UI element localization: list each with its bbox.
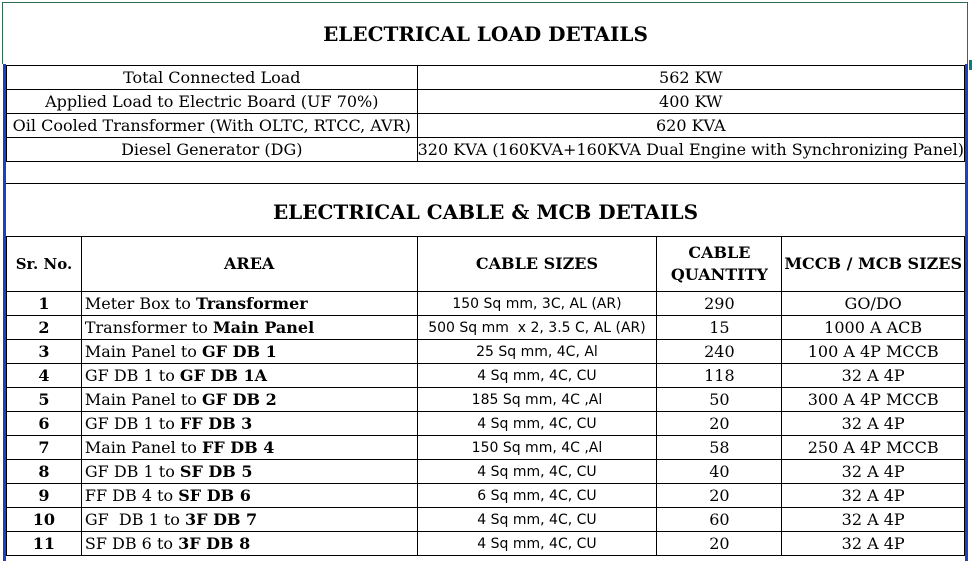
header-area: AREA <box>81 237 417 292</box>
cable-qty-cell: 118 <box>657 364 782 388</box>
load-row <box>7 90 965 114</box>
cable-qty-cell: 15 <box>657 316 782 340</box>
area-cell <box>81 316 417 340</box>
load-row <box>7 138 965 162</box>
area-to: Main Panel <box>212 317 315 337</box>
cable-qty-cell: 20 <box>657 412 782 436</box>
cable-size-cell: 4 Sq mm, 4C, CU <box>417 532 657 556</box>
sr-no-cell: 3 <box>7 340 82 364</box>
cable-details-table <box>6 236 965 556</box>
cable-qty-cell: 58 <box>657 436 782 460</box>
cable-qty-cell: 40 <box>657 460 782 484</box>
area-from: Main Panel to <box>84 437 202 457</box>
selection-border-right <box>965 64 968 561</box>
area-from: GF DB 1 to <box>84 509 185 529</box>
area-cell <box>81 412 417 436</box>
mccb-cell: 32 A 4P <box>782 412 965 436</box>
cable-row <box>7 508 965 532</box>
cable-size-cell: 150 Sq mm, 3C, AL (AR) <box>417 292 657 316</box>
cable-qty-cell: 290 <box>657 292 782 316</box>
cable-row <box>7 364 965 388</box>
area-cell <box>81 340 417 364</box>
area-to: SF DB 6 <box>178 485 251 505</box>
area-to: 3F DB 8 <box>178 533 251 553</box>
area-cell <box>81 532 417 556</box>
cable-size-cell: 4 Sq mm, 4C, CU <box>417 460 657 484</box>
area-from: GF DB 1 to <box>84 461 180 481</box>
sr-no-cell: 6 <box>7 412 82 436</box>
cable-qty-cell: 240 <box>657 340 782 364</box>
sr-no-cell: 7 <box>7 436 82 460</box>
load-label: Oil Cooled Transformer (With OLTC, RTCC, AVR) <box>7 114 418 138</box>
load-value: 620 KVA <box>417 114 964 138</box>
area-to: FF DB 4 <box>202 437 275 457</box>
cable-row <box>7 412 965 436</box>
cable-row <box>7 292 965 316</box>
area-cell <box>81 292 417 316</box>
sr-no-cell: 5 <box>7 388 82 412</box>
cable-row <box>7 484 965 508</box>
area-to: Transformer <box>196 293 308 313</box>
cable-size-cell: 150 Sq mm, 4C ,Al <box>417 436 657 460</box>
load-value: 400 KW <box>417 90 964 114</box>
sr-no-cell: 10 <box>7 508 82 532</box>
mccb-cell: 32 A 4P <box>782 364 965 388</box>
area-from: FF DB 4 to <box>84 485 179 505</box>
mccb-cell: 250 A 4P MCCB <box>782 436 965 460</box>
area-to: FF DB 3 <box>179 413 253 433</box>
area-cell <box>81 508 417 532</box>
cable-qty-cell: 50 <box>657 388 782 412</box>
cable-details-title: ELECTRICAL CABLE & MCB DETAILS <box>272 200 699 224</box>
cable-size-cell: 25 Sq mm, 4C, Al <box>417 340 657 364</box>
cable-size-cell: 500 Sq mm x 2, 3.5 C, AL (AR) <box>417 316 657 340</box>
cable-size-cell: 4 Sq mm, 4C, CU <box>417 508 657 532</box>
cable-qty-cell: 20 <box>657 484 782 508</box>
cable-row <box>7 316 965 340</box>
mccb-cell: 100 A 4P MCCB <box>782 340 965 364</box>
cable-row <box>7 460 965 484</box>
area-to: 3F DB 7 <box>185 509 258 529</box>
load-value: 320 KVA (160KVA+160KVA Dual Engine with Synchronizing Panel) <box>417 138 964 162</box>
cable-size-cell: 4 Sq mm, 4C, CU <box>417 412 657 436</box>
header-cable-sizes: CABLE SIZES <box>417 237 657 292</box>
sr-no-cell: 8 <box>7 460 82 484</box>
cable-row <box>7 436 965 460</box>
blank-spacer-row <box>6 161 965 184</box>
cable-row <box>7 340 965 364</box>
mccb-cell: GO/DO <box>782 292 965 316</box>
sr-no-cell: 11 <box>7 532 82 556</box>
area-from: Transformer to <box>84 317 213 337</box>
mccb-cell: 32 A 4P <box>782 460 965 484</box>
header-cable-quantity-line1: CABLE <box>688 243 751 262</box>
load-row <box>7 66 965 90</box>
area-to: GF DB 1 <box>202 341 277 361</box>
header-sr-no: Sr. No. <box>7 237 82 292</box>
header-cable-quantity-line2: QUANTITY <box>670 265 768 284</box>
area-from: SF DB 6 to <box>84 533 179 553</box>
cable-row <box>7 532 965 556</box>
cable-size-cell: 185 Sq mm, 4C ,Al <box>417 388 657 412</box>
area-from: GF DB 1 to <box>84 413 180 433</box>
sr-no-cell: 9 <box>7 484 82 508</box>
area-cell <box>81 460 417 484</box>
mccb-cell: 32 A 4P <box>782 532 965 556</box>
load-value: 562 KW <box>417 66 964 90</box>
area-from: Main Panel to <box>84 389 202 409</box>
area-from: Meter Box to <box>84 293 196 313</box>
header-cable-quantity <box>657 237 782 292</box>
mccb-cell: 1000 A ACB <box>782 316 965 340</box>
area-to: SF DB 5 <box>179 461 253 481</box>
area-cell <box>81 484 417 508</box>
cable-size-cell: 4 Sq mm, 4C, CU <box>417 364 657 388</box>
header-mccb-sizes: MCCB / MCB SIZES <box>782 237 965 292</box>
sr-no-cell: 4 <box>7 364 82 388</box>
cable-table-header-row <box>7 237 965 292</box>
cable-size-cell: 6 Sq mm, 4C, CU <box>417 484 657 508</box>
load-details-title: ELECTRICAL LOAD DETAILS <box>323 22 648 46</box>
cable-qty-cell: 60 <box>657 508 782 532</box>
cable-qty-cell: 20 <box>657 532 782 556</box>
cable-row <box>7 388 965 412</box>
sr-no-cell: 2 <box>7 316 82 340</box>
load-label: Total Connected Load <box>7 66 418 90</box>
area-to: GF DB 1A <box>179 365 268 385</box>
area-from: Main Panel to <box>84 341 202 361</box>
mccb-cell: 300 A 4P MCCB <box>782 388 965 412</box>
load-label: Diesel Generator (DG) <box>7 138 418 162</box>
mccb-cell: 32 A 4P <box>782 508 965 532</box>
mccb-cell: 32 A 4P <box>782 484 965 508</box>
sr-no-cell: 1 <box>7 292 82 316</box>
area-cell <box>81 364 417 388</box>
load-details-table <box>6 65 965 162</box>
area-cell <box>81 436 417 460</box>
area-cell <box>81 388 417 412</box>
area-to: GF DB 2 <box>202 389 277 409</box>
area-from: GF DB 1 to <box>84 365 180 385</box>
load-label: Applied Load to Electric Board (UF 70%) <box>7 90 418 114</box>
load-row <box>7 114 965 138</box>
